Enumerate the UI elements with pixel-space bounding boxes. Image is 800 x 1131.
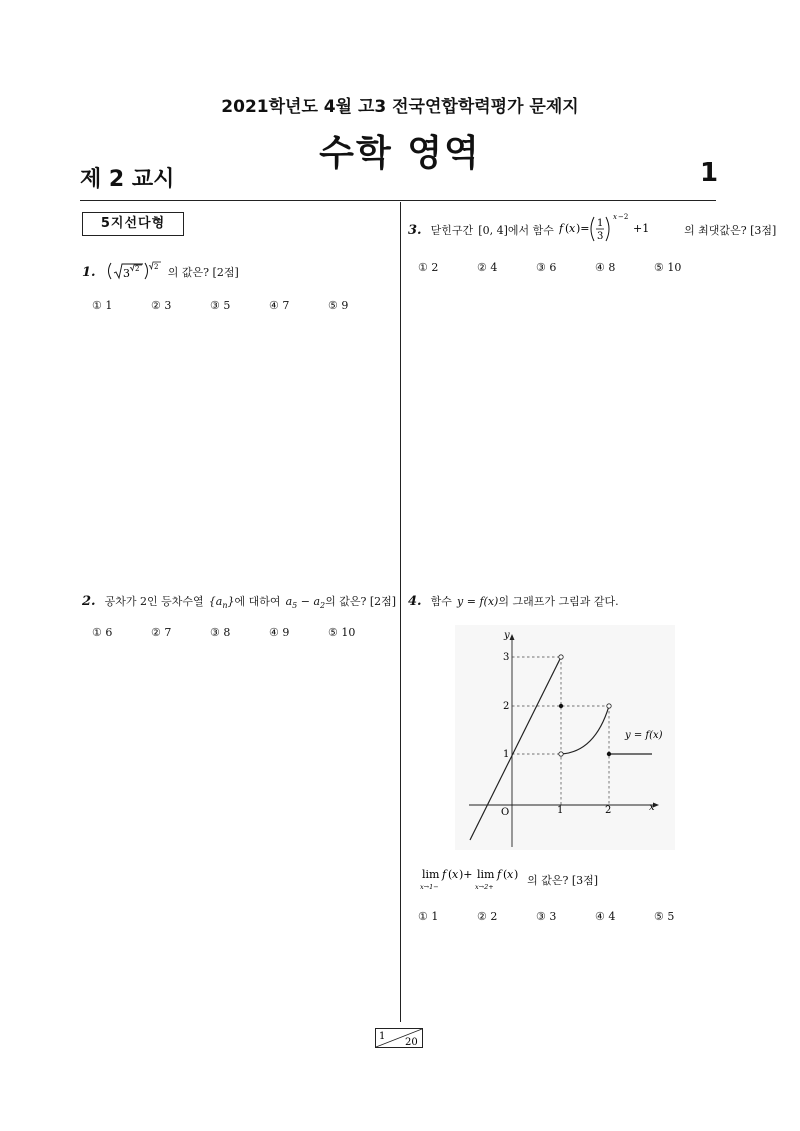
- x-axis-label: x: [649, 802, 655, 813]
- question-1-expression: [105, 260, 163, 282]
- footer-total-pages: 20: [405, 1037, 418, 1048]
- closed-point: [607, 752, 611, 756]
- function-notation: y = f(x): [457, 595, 499, 608]
- svg-text:3: 3: [596, 231, 604, 242]
- choice-1[interactable]: ① 6: [92, 626, 113, 639]
- question-2: [82, 590, 396, 610]
- svg-text:lim: lim: [422, 868, 440, 881]
- svg-text:2: 2: [153, 263, 159, 271]
- choice-4[interactable]: ④ 7: [269, 299, 290, 312]
- interval-notation: [0, 4]: [478, 224, 508, 237]
- question-3: [408, 212, 776, 246]
- column-divider: [400, 202, 401, 1022]
- open-point: [607, 704, 611, 708]
- page-number: 1: [700, 158, 719, 188]
- choices-question-4: [418, 910, 718, 926]
- svg-text:(: (: [564, 222, 570, 235]
- period-label: 제 2 교시: [80, 167, 175, 192]
- exam-title: 2021학년도 4월 고3 전국연합학력평가 문제지: [221, 97, 579, 117]
- choice-5[interactable]: ⑤ 10: [328, 626, 356, 639]
- svg-text:+1: +1: [632, 222, 650, 235]
- svg-text:lim: lim: [477, 868, 495, 881]
- subject-title: 수학 영역: [319, 133, 481, 174]
- choice-2[interactable]: ② 3: [151, 299, 172, 312]
- choices-question-1: [92, 299, 392, 315]
- choice-3[interactable]: ③ 5: [210, 299, 231, 312]
- question-text: 공차가 2인 등차수열: [104, 595, 204, 608]
- svg-text:2: 2: [134, 265, 140, 273]
- choice-2[interactable]: ② 4: [477, 261, 498, 274]
- choices-question-3: [418, 261, 718, 277]
- open-point: [559, 752, 563, 756]
- x-tick-label: 2: [605, 805, 612, 816]
- svg-text:f: f: [558, 222, 564, 235]
- svg-text:)+: )+: [459, 868, 473, 881]
- x-tick-label: 1: [557, 805, 564, 816]
- svg-text:x: x: [612, 213, 617, 221]
- choice-1[interactable]: ① 1: [418, 910, 439, 923]
- limit-expression-row: [420, 866, 598, 892]
- y-tick-label: 2: [503, 701, 510, 712]
- y-axis-label: y: [504, 630, 510, 641]
- curve-label: y = f(x): [625, 730, 663, 741]
- svg-text:)=: )=: [575, 222, 590, 235]
- difference-expression: $a_5 - a_2$: [285, 595, 326, 611]
- choice-4[interactable]: ④ 8: [595, 261, 616, 274]
- function-graph: [455, 625, 675, 850]
- y-tick-label: 3: [503, 652, 510, 663]
- svg-text:x: x: [452, 868, 459, 881]
- choice-1[interactable]: ① 2: [418, 261, 439, 274]
- choice-5[interactable]: ⑤ 9: [328, 299, 349, 312]
- svg-text:3: 3: [122, 267, 130, 280]
- svg-text:f: f: [442, 868, 447, 881]
- header-rule: [80, 200, 716, 201]
- choice-3[interactable]: ③ 3: [536, 910, 557, 923]
- svg-text:x→2+: x→2+: [475, 883, 494, 891]
- question-number: 4.: [408, 594, 422, 609]
- choice-4[interactable]: ④ 4: [595, 910, 616, 923]
- question-text: 의 값은? [3점]: [527, 874, 599, 887]
- question-text: 의 최댓값은? [3점]: [684, 224, 777, 237]
- svg-text:−2: −2: [617, 213, 629, 221]
- choice-2[interactable]: ② 7: [151, 626, 172, 639]
- question-text: 함수: [430, 595, 452, 608]
- choices-question-2: [92, 626, 392, 642]
- function-expression: [559, 212, 679, 246]
- section-label: 5지선다형: [82, 212, 184, 236]
- svg-text:): ): [514, 868, 519, 881]
- question-text: 에서 함수: [507, 224, 554, 237]
- question-number: 1.: [82, 265, 96, 280]
- question-4: [408, 590, 619, 609]
- svg-text:f: f: [497, 868, 502, 881]
- closed-point: [559, 704, 563, 708]
- question-text: 닫힌구간: [430, 224, 474, 237]
- svg-text:x: x: [507, 868, 514, 881]
- sequence-notation: $\{a_n\}$: [208, 595, 235, 611]
- choice-5[interactable]: ⑤ 5: [654, 910, 675, 923]
- svg-text:1: 1: [596, 218, 604, 229]
- origin-label: O: [501, 807, 510, 818]
- svg-text:x→1−: x→1−: [420, 883, 439, 891]
- question-number: 2.: [82, 594, 96, 609]
- choice-3[interactable]: ③ 8: [210, 626, 231, 639]
- svg-text:(: (: [503, 868, 508, 881]
- footer-current-page: 1: [379, 1031, 386, 1042]
- choice-1[interactable]: ① 1: [92, 299, 113, 312]
- open-point: [559, 655, 563, 659]
- svg-text:x: x: [568, 222, 576, 235]
- choice-5[interactable]: ⑤ 10: [654, 261, 682, 274]
- choice-4[interactable]: ④ 9: [269, 626, 290, 639]
- question-1: [82, 260, 239, 282]
- choice-3[interactable]: ③ 6: [536, 261, 557, 274]
- question-text: 의 값은? [2점]: [167, 266, 239, 279]
- question-text: 의 그래프가 그림과 같다.: [498, 595, 619, 608]
- question-number: 3.: [408, 223, 422, 238]
- y-tick-label: 1: [503, 749, 510, 760]
- footer-page-box: [375, 1028, 423, 1048]
- choice-2[interactable]: ② 2: [477, 910, 498, 923]
- question-text: 에 대하여: [234, 595, 281, 608]
- question-text: 의 값은? [2점]: [325, 595, 397, 608]
- svg-text:(: (: [448, 868, 453, 881]
